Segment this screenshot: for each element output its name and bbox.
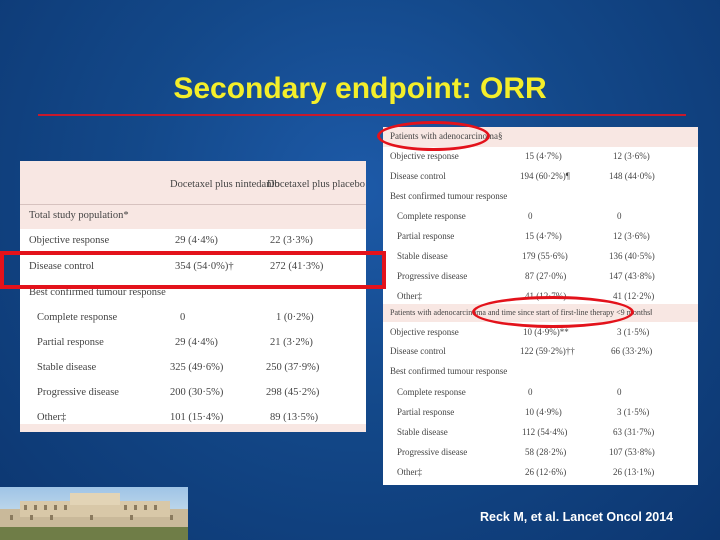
column-header-placebo: Docetaxel plus placebo [267, 179, 365, 190]
row-value-b: 298 (45·2%) [266, 387, 320, 398]
row-label: Objective response [390, 327, 459, 337]
title-divider [38, 114, 686, 116]
row-value-a: 101 (15·4%) [170, 412, 224, 423]
row-label: Stable disease [37, 362, 97, 373]
row-label: Disease control [390, 171, 446, 181]
row-value-a: 26 (12·6%) [525, 467, 567, 477]
row-value-b: 63 (31·7%) [613, 427, 655, 437]
row-label: Other‡ [37, 412, 67, 423]
row-value-b: 272 (41·3%) [270, 261, 324, 272]
row-value-a: 29 (4·4%) [175, 235, 218, 246]
row-value-b: 3 (1·5%) [617, 407, 650, 417]
row-value-b: 21 (3·2%) [270, 337, 313, 348]
row-value-b: 147 (43·8%) [609, 271, 655, 281]
row-label: Objective response [390, 151, 459, 161]
section-title: Total study population* [29, 210, 129, 221]
disease-control-highlight [0, 251, 386, 289]
row-label: Stable disease [397, 251, 448, 261]
first-line-therapy-highlight-oval [472, 296, 634, 328]
slide-title: Secondary endpoint: ORR [173, 72, 547, 105]
row-value-a: 10 (4·9%)** [523, 327, 569, 337]
row-value-a: 41 (12·7%) [525, 291, 567, 301]
row-value-a: 58 (28·2%) [525, 447, 567, 457]
row-value-b: 89 (13·5%) [270, 412, 319, 423]
subheading: Best confirmed tumour response [29, 287, 166, 298]
row-value-a: 122 (59·2%)†† [520, 346, 575, 356]
row-label: Partial response [397, 231, 455, 241]
row-label: Complete response [397, 387, 466, 397]
row-value-b: 107 (53·8%) [609, 447, 655, 457]
subheading: Best confirmed tumour response [390, 191, 508, 201]
row-value-b: 250 (37·9%) [266, 362, 320, 373]
row-value-b: 0 [617, 211, 622, 221]
row-value-a: 15 (4·7%) [525, 151, 562, 161]
row-label: Disease control [29, 261, 95, 272]
row-label: Complete response [37, 312, 118, 323]
row-value-a: 0 [180, 312, 186, 323]
column-header-nintedanib: Docetaxel plus nintedanib [170, 179, 280, 190]
row-label: Progressive disease [397, 271, 468, 281]
row-value-a: 0 [528, 387, 533, 397]
row-value-b: 3 (1·5%) [617, 327, 650, 337]
row-label: Objective response [29, 235, 110, 246]
row-value-a: 0 [528, 211, 533, 221]
building-photo [0, 487, 188, 540]
citation: Reck M, et al. Lancet Oncol 2014 [480, 510, 674, 524]
row-value-a: 29 (4·4%) [175, 337, 218, 348]
row-value-b: 148 (44·0%) [609, 171, 655, 181]
row-value-b: 41 (12·2%) [613, 291, 655, 301]
row-value-b: 1 (0·2%) [276, 312, 314, 323]
adenocarcinoma-highlight-oval [377, 121, 490, 151]
row-value-b: 0 [617, 387, 622, 397]
row-label: Progressive disease [37, 387, 119, 398]
row-value-b: 136 (40·5%) [609, 251, 655, 261]
row-label: Complete response [397, 211, 466, 221]
row-value-a: 10 (4·9%) [525, 407, 562, 417]
row-value-b: 26 (13·1%) [613, 467, 655, 477]
subheading: Best confirmed tumour response [390, 366, 508, 376]
row-label: Disease control [390, 346, 446, 356]
total-population-table [20, 161, 366, 432]
section-title: Patients with adenocarcinoma and time since start of first-line therapy <9 months‖ [390, 308, 653, 317]
row-label: Stable disease [397, 427, 448, 437]
row-value-a: 354 (54·0%)† [175, 261, 234, 272]
row-value-a: 15 (4·7%) [525, 231, 562, 241]
row-value-b: 66 (33·2%) [611, 346, 653, 356]
row-value-a: 112 (54·4%) [522, 427, 568, 437]
row-value-a: 179 (55·6%) [522, 251, 568, 261]
section-title: Patients with adenocarcinoma§ [390, 131, 503, 141]
row-value-b: 12 (3·6%) [613, 151, 650, 161]
row-value-a: 325 (49·6%) [170, 362, 224, 373]
row-value-a: 87 (27·0%) [525, 271, 567, 281]
row-label: Partial response [397, 407, 455, 417]
row-value-b: 22 (3·3%) [270, 235, 313, 246]
row-label: Other‡ [397, 467, 422, 477]
row-label: Other‡ [397, 291, 422, 301]
row-label: Progressive disease [397, 447, 468, 457]
row-label: Partial response [37, 337, 104, 348]
row-value-b: 12 (3·6%) [613, 231, 650, 241]
building-illustration [0, 487, 188, 540]
row-value-a: 194 (60·2%)¶ [520, 171, 570, 181]
table-footer-band [20, 424, 366, 432]
row-value-a: 200 (30·5%) [170, 387, 224, 398]
